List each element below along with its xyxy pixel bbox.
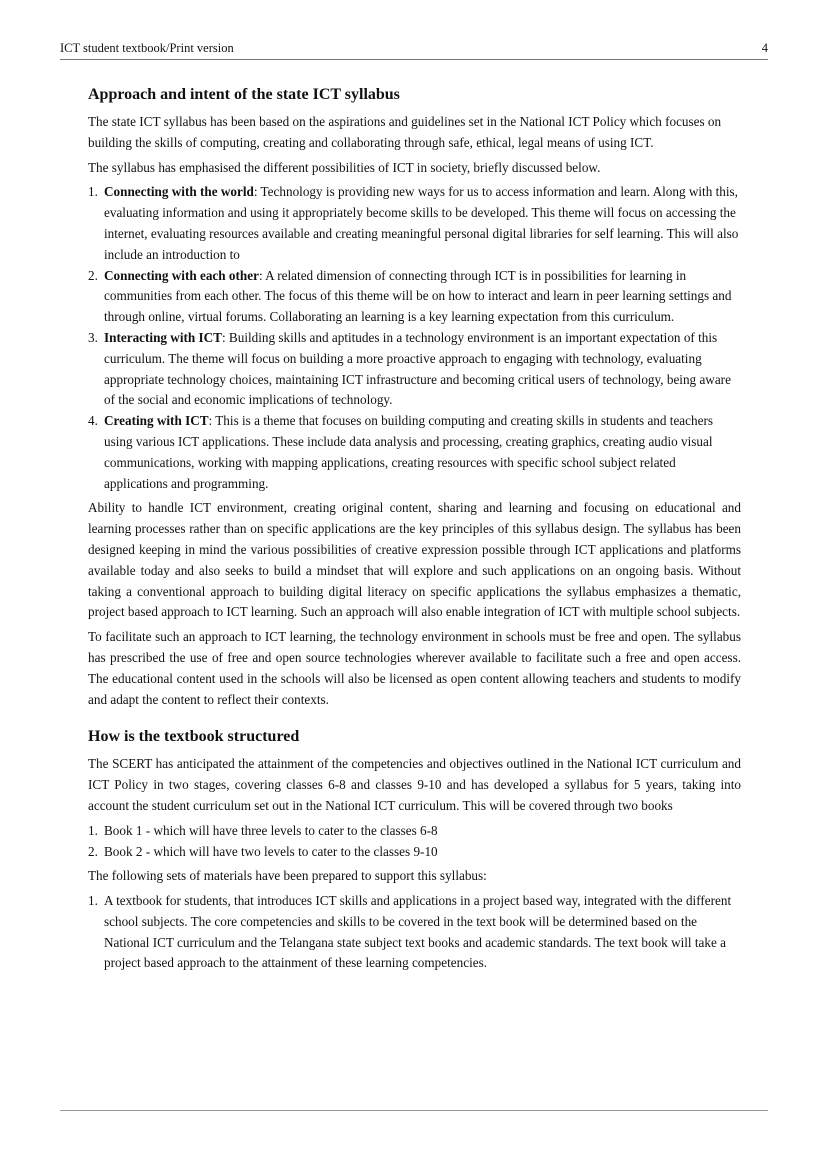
paragraph: The state ICT syllabus has been based on the aspirations and guidelines set in the National ICT Policy which focuses on building the skills of computing, creating and collaborating through safe, ethical, legal means of using ICT. [88,114,722,150]
list-number: 2. [88,267,98,283]
list-number: 2. [88,843,98,859]
list-number: 1. [88,184,98,200]
list-item [88,182,741,265]
theme-text: : A related dimension of connecting through ICT is in possibilities for learning in communities from each other. The focus of this theme will be on how to interact and learn in peer learning settings and through online, virtual forums. Collaborating an learning is a key learning expectation from this curriculum. [104,267,732,325]
section-heading-structure: How is the textbook structured [88,728,300,746]
books-list [88,821,741,863]
paragraph: The syllabus has emphasised the different possibilities of ICT in society, briefly discussed below. [88,159,601,175]
list-item [88,891,741,974]
material-text: A textbook for students, that introduces ICT skills and applications in a project based way, integrated with the different school subjects. The core competencies and skills to be covered in the text book will be determined based on the National ICT curriculum and the Telangana state subject text books and academic standards. The text book will take a project based approach to the attainment of these learning competencies. [104,893,732,971]
paragraph: The SCERT has anticipated the attainment of the competencies and objectives outlined in the National ICT curriculum and ICT Policy in two stages, covering classes 6-8 and classes 9-10 and has developed a syllabus for 5 years, taking into account the student curriculum set out in the National ICT curriculum. This will be covered through two books [88,756,741,813]
theme-title: Connecting with each other [104,267,259,283]
header-divider [60,59,768,60]
paragraph: Ability to handle ICT environment, creating original content, sharing and learning and focusing on educational and learning processes rather than on specific applications are the key principles of this syllabus design. The syllabus has been designed keeping in mind the various possibilities of creative expression possible through ICT applications and platforms available today and also seeks to build a mindset that will explore and such applications on an ongoing basis. Without taking a conventional approach to building digital literacy on specific applications the syllabus emphasizes a thematic, project based approach to ICT learning. Such an approach will also enable integration of ICT with multiple school subjects. [88,500,741,620]
list-number: 3. [88,329,98,345]
list-item [88,821,741,842]
page-number: 4 [761,41,768,55]
theme-title: Interacting with ICT [104,329,222,345]
themes-list [88,182,741,494]
list-item [88,842,741,863]
theme-title: Connecting with the world [104,184,254,200]
theme-text: : This is a theme that focuses on building computing and creating skills in students and teachers using various ICT applications. These include data analysis and processing, creating graphics, creating audio visual communications, working with mapping applications, creating resources with specific school subject related applications and programming. [104,413,713,491]
book-text: Book 1 - which will have three levels to cater to the classes 6-8 [104,822,438,838]
list-item [88,266,741,328]
list-number: 4. [88,413,98,429]
list-number: 1. [88,893,98,909]
list-item [88,411,741,494]
theme-text: : Technology is providing new ways for us to access information and learn. Along with this, evaluating information and using it appropriately become skills to be developed. This theme will focus on accessing the internet, evaluating resources available and creating meaningful personal digital libraries for self learning. This will also include an introduction to [104,184,739,262]
materials-list [88,891,741,974]
theme-title: Creating with ICT [104,413,209,429]
paragraph: To facilitate such an approach to ICT learning, the technology environment in schools must be free and open. The syllabus has prescribed the use of free and open source technologies wherever available to facilitate such a free and open access. The educational content used in the schools will also be licensed as open content allowing teachers and students to modify and adapt the content to reflect their contexts. [88,629,741,707]
page-content [88,84,741,978]
list-item [88,328,741,411]
book-text: Book 2 - which will have two levels to cater to the classes 9-10 [104,843,438,859]
footer-divider [60,1110,768,1111]
paragraph: The following sets of materials have been prepared to support this syllabus: [88,868,487,884]
list-number: 1. [88,822,98,838]
theme-text: : Building skills and aptitudes in a technology environment is an important expectation of this curriculum. The theme will focus on building a more proactive approach to engaging with technology, evaluating appropriate technology choices, maintaining ICT infrastructure and becoming critical users of technology, being aware of the social and economic implications of technology. [104,329,731,408]
book-title: ICT student textbook/Print version [60,41,234,55]
section-heading-approach: Approach and intent of the state ICT syllabus [88,86,400,103]
